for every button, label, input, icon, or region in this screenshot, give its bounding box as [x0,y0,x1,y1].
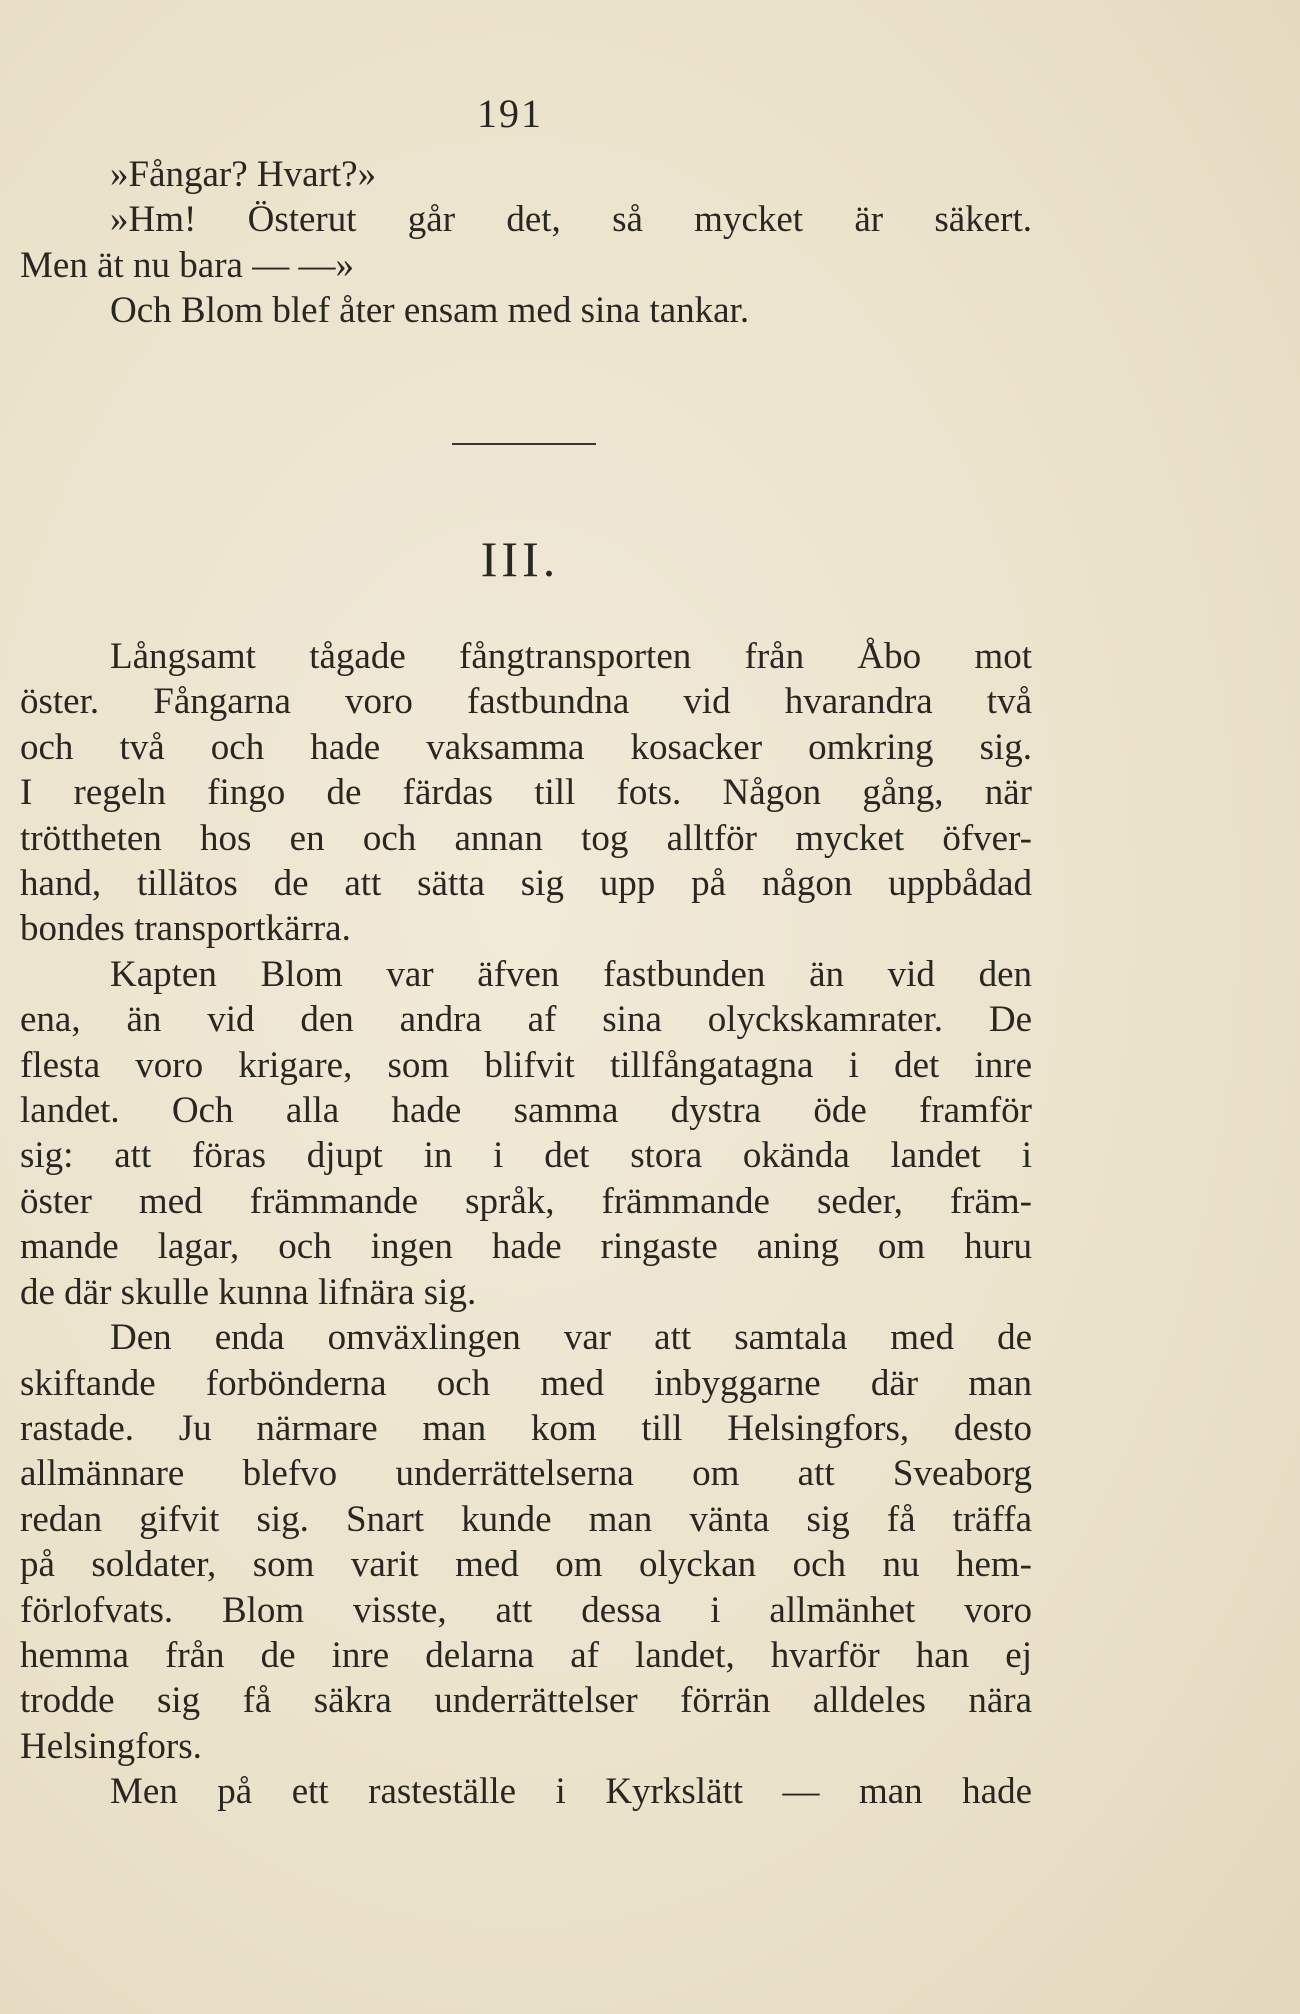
text-line: och två och hade vaksamma kosacker omkring sig. [20,726,1032,768]
text-line: flesta voro krigare, som blifvit tillfångatagna i det inre [20,1044,1032,1086]
body-text [20,634,1032,1815]
text-line: Kapten Blom var äfven fastbunden än vid den [110,953,1032,995]
text-line: I regeln fingo de färdas till fots. Någon gång, när [20,772,1032,814]
text-line: Men på ett rasteställe i Kyrkslätt — man hade [110,1771,1032,1813]
text-line: förlofvats. Blom visste, att dessa i allmänhet voro [20,1589,1032,1631]
text-line: Den enda omväxlingen var att samtala med de [110,1317,1032,1359]
text-line: Men ät nu bara — —» [20,244,354,286]
text-line: Långsamt tågade fångtransporten från Åbo mot [110,636,1032,677]
text-line: ena, än vid den andra af sina olyckskamrater. De [20,999,1032,1041]
text-line: öster med främmande språk, främmande seder, främ- [20,1180,1032,1222]
text-line: trodde sig få säkra underrättelser förrän alldeles nära [20,1680,1032,1722]
text-line: Och Blom blef åter ensam med sina tankar. [110,290,750,332]
text-line: de där skulle kunna lifnära sig. [20,1271,477,1313]
text-line: sig: att föras djupt in i det stora okända landet i [20,1135,1032,1177]
text-line: hemma från de inre delarna af landet, hvarför han ej [20,1634,1032,1676]
text-line: på soldater, som varit med om olyckan och nu hem- [20,1544,1032,1586]
page-number: 191 [477,91,543,136]
text-line: skiftande forbönderna och med inbyggarne där man [20,1362,1032,1404]
text-line: hand, tillätos de att sätta sig upp på någon uppbådad [20,863,1032,905]
text-line: mande lagar, och ingen hade ringaste aning om huru [20,1226,1032,1268]
text-line: redan gifvit sig. Snart kunde man vänta sig få träffa [20,1498,1032,1540]
text-line: tröttheten hos en och annan tog alltför mycket öfver- [20,817,1032,859]
dialogue-block [20,152,1032,334]
text-line: Helsingfors. [20,1725,202,1767]
text-line: »Hm! Österut går det, så mycket är säkert. [110,199,1032,241]
text-line: rastade. Ju närmare man kom till Helsingfors, desto [20,1407,1032,1449]
text-line: allmännare blefvo underrättelserna om att Sveaborg [20,1453,1032,1495]
text-line: landet. Och alla hade samma dystra öde framför [20,1090,1032,1132]
text-line: »Fångar? Hvart?» [110,154,377,195]
text-line: öster. Fångarna voro fastbundna vid hvarandra två [20,681,1032,723]
section-divider [452,443,596,445]
chapter-heading: III. [480,531,560,587]
text-line: bondes transportkärra. [20,908,351,950]
